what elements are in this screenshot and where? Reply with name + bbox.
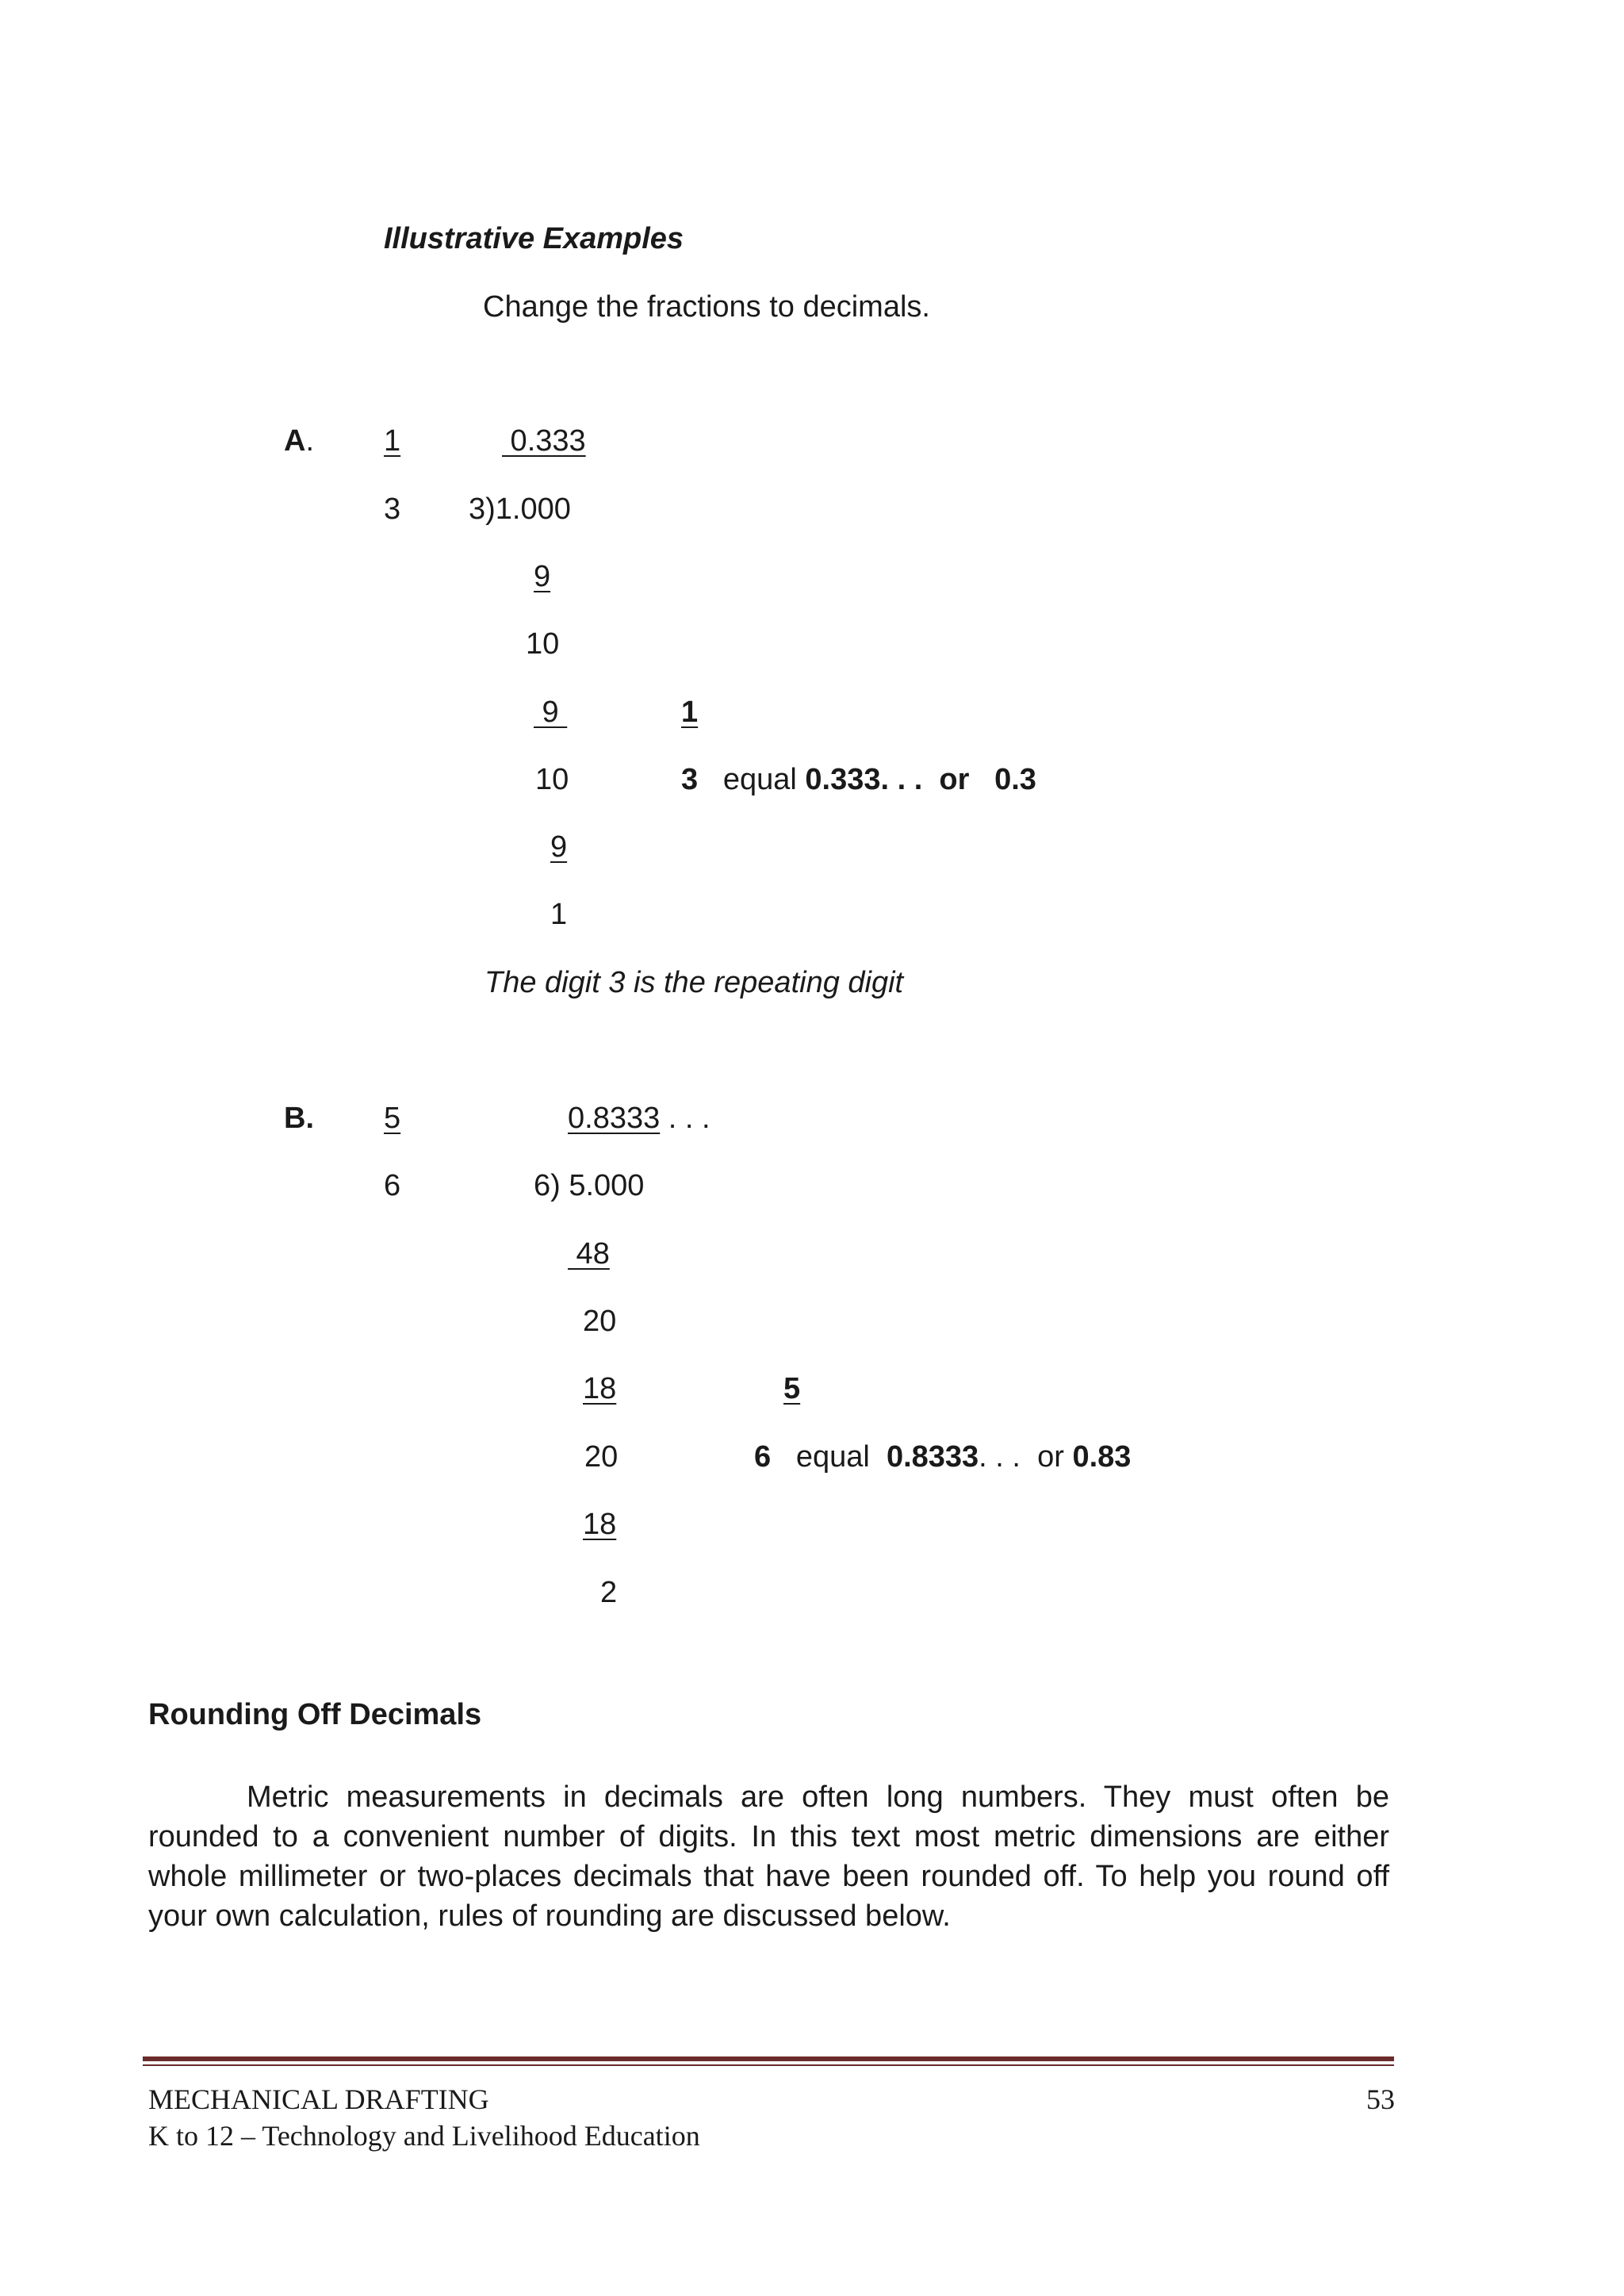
division-step: 18 [583, 1508, 617, 1541]
footer-rule [143, 2056, 1394, 2061]
example-a-label: A. [284, 424, 315, 458]
fraction-denominator: 3 [384, 493, 401, 526]
result-line: 6 equal 0.8333. . . or 0.83 [754, 1440, 1132, 1474]
division-remainder: 2 [600, 1576, 618, 1609]
division-step: 18 [583, 1372, 617, 1405]
section-heading: Illustrative Examples [384, 222, 684, 255]
fraction-numerator: 1 [384, 424, 401, 458]
fraction-denominator: 6 [384, 1169, 401, 1202]
division-step: 10 [526, 627, 560, 661]
division-step: 10 [535, 763, 569, 796]
repeating-note: The digit 3 is the repeating digit [485, 966, 904, 999]
dividend: 3)1.000 [469, 493, 571, 526]
footer-subject: MECHANICAL DRAFTING [148, 2083, 489, 2115]
section-title: Rounding Off Decimals [148, 1698, 482, 1731]
division-remainder: 1 [550, 898, 568, 931]
division-step: 20 [584, 1440, 619, 1474]
division-step: 9 [534, 696, 568, 729]
fraction-numerator: 5 [384, 1102, 401, 1135]
division-step: 48 [568, 1237, 610, 1271]
dividend: 6) 5.000 [534, 1169, 645, 1202]
quotient: 0.8333 . . . [568, 1102, 710, 1135]
footer-rule-thin [143, 2064, 1394, 2066]
division-step: 20 [583, 1305, 617, 1338]
footer-program: K to 12 – Technology and Livelihood Education [148, 2120, 700, 2152]
result-numerator: 1 [681, 696, 699, 729]
example-b-label: B. [284, 1102, 314, 1135]
result-line: 3 equal 0.333. . . or 0.3 [681, 763, 1036, 796]
result-numerator: 5 [783, 1372, 801, 1405]
division-step: 9 [534, 560, 551, 593]
quotient: 0.333 [502, 424, 586, 458]
instruction-text: Change the fractions to decimals. [483, 290, 930, 324]
body-paragraph: Metric measurements in decimals are often long numbers. They must often be rounded to a convenient number of digits. In this text most metric dimensions are either whole millimeter or two-places decimals that have been rounded off. To help you round off your own calculation, rules of rounding are discussed below. [148, 1780, 1389, 1933]
page-number: 53 [1366, 2083, 1395, 2115]
division-step: 9 [550, 830, 568, 864]
